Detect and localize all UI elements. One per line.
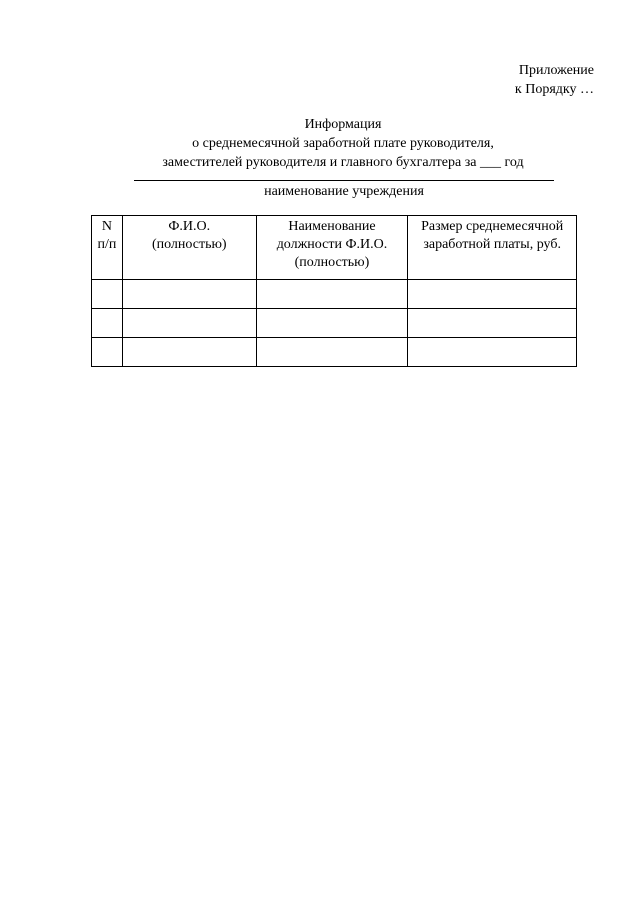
table-row	[92, 309, 577, 338]
header-text: Ф.И.О.	[168, 219, 211, 234]
table-cell	[92, 309, 123, 338]
organization-name-line	[134, 180, 554, 181]
document-title	[0, 115, 640, 172]
header-text: Размер среднемесячной	[421, 219, 564, 234]
header-full-name	[122, 216, 256, 280]
header-text: п/п	[97, 237, 117, 252]
table-cell	[256, 338, 408, 367]
table-cell	[256, 309, 408, 338]
header-salary	[408, 216, 577, 280]
table-header-row	[92, 216, 577, 280]
table-cell	[122, 280, 256, 309]
appendix-note	[515, 61, 594, 99]
table-cell	[92, 338, 123, 367]
header-text: N	[101, 219, 113, 234]
title-subtitle-line: заместителей руководителя и главного бухгалтера за ___ год	[162, 155, 524, 170]
organization-caption: наименование учреждения	[264, 184, 424, 199]
table-cell	[408, 309, 577, 338]
table-row	[92, 280, 577, 309]
table-cell	[122, 338, 256, 367]
table-cell	[408, 338, 577, 367]
header-text: (полностью)	[151, 237, 227, 252]
title-subtitle-line: о среднемесячной заработной плате руководителя,	[192, 136, 494, 151]
header-number	[92, 216, 123, 280]
header-text: Наименование	[288, 219, 376, 234]
appendix-reference: к Порядку …	[514, 82, 594, 97]
header-text: заработной платы, руб.	[423, 237, 561, 252]
appendix-line: Приложение	[518, 63, 594, 78]
header-text: (полностью)	[294, 255, 370, 270]
title-heading: Информация	[304, 117, 382, 132]
table-cell	[92, 280, 123, 309]
table-cell	[122, 309, 256, 338]
header-position	[256, 216, 408, 280]
table-cell	[256, 280, 408, 309]
salary-table	[91, 215, 577, 367]
table-row	[92, 338, 577, 367]
table-cell	[408, 280, 577, 309]
header-text: должности Ф.И.О.	[276, 237, 388, 252]
